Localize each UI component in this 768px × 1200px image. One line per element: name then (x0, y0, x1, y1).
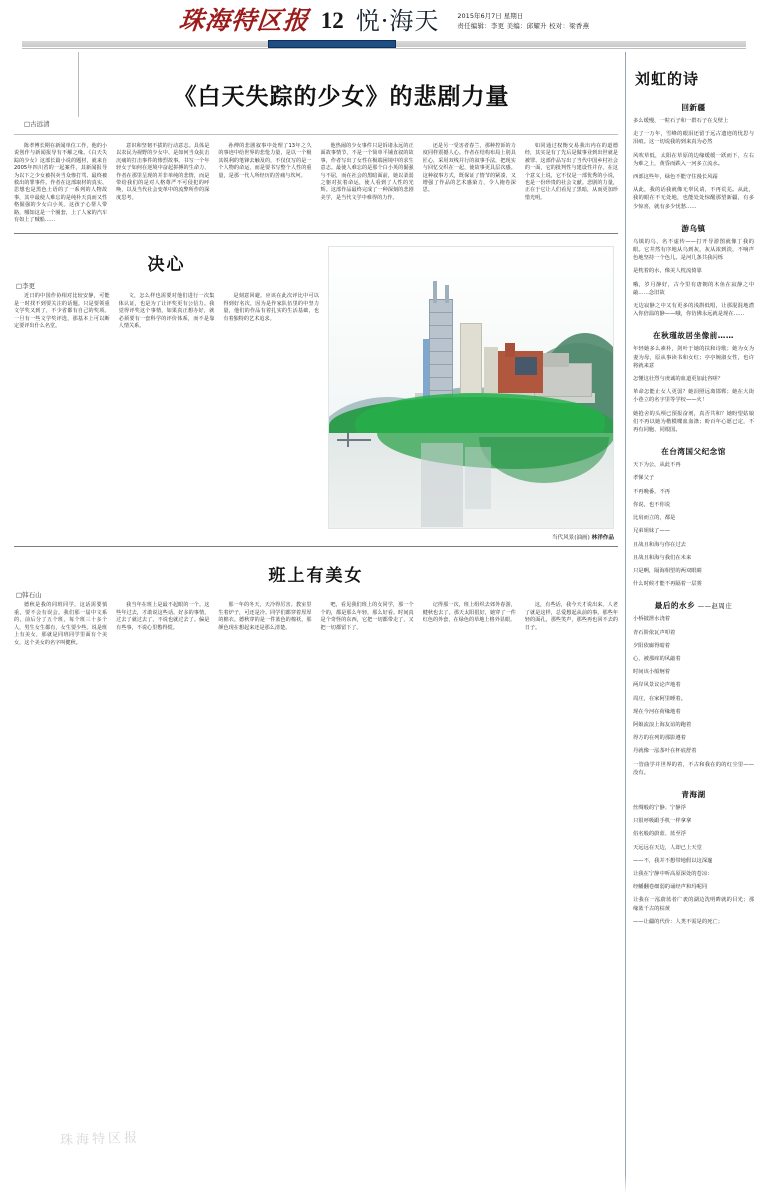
poem-line: 兄弟姐妹了—— (632, 528, 671, 535)
poem-line: 多么缓慢，一粒石子和一群石子在戈壁上 (632, 118, 729, 124)
poem-line: 哦，岁月静好，古今里有唐朝的木鱼在寂静之中敲……念旧故 (632, 281, 754, 296)
third-columns (14, 602, 618, 646)
poem-line: 年轻她多么素朴，剑叶于她的扶和诗歌；她为女为妻为母，原从事读书和女红；亭亭婉淑女性，也许将就来意 (632, 346, 754, 369)
poem-line: 从此，我的话我就像无辜民请，不再荒芜。从此，我的眼在不无处地，也能处处惊醒那望新疆，有多少惊喜，就有多少忧愁…… (632, 187, 754, 210)
poem-line: 革命怎能止女人更弱？她泪照远离邯郸；她在大街小巷立的名字里等学校——火！ (632, 389, 754, 404)
body-paragraph: 近日的中国作协相对比较安静，可能是一时找不到要关注的话题。只是要领重文学奖又到了，不少省都有自己的奖项。一旦有一些文学奖评选，那基本上可以断定要评出什么名堂。 (14, 293, 110, 330)
page-number: 12 (320, 8, 344, 33)
poem-line: 乌镇的乌，名不虚传——打开导游图就像丁我的眼。它井然有序地从乌到灰，灰从浓到淡，不响声色地坚持一个色儿。是河几条共我闪烁 (632, 238, 754, 262)
column (525, 602, 618, 646)
divider (14, 233, 618, 234)
middle-band (14, 240, 618, 541)
poem (633, 597, 754, 777)
article-lead (14, 52, 618, 224)
sidebar-title: 刘虹的诗 (634, 70, 699, 88)
body-paragraph: 这，有些话，我今天才说出来。人老了就是这样，总爱想起从前的事。那些年轻的面孔，那些笑声，那些再也回不去的日子。 (524, 602, 619, 631)
poem-title: 游乌镇 (681, 223, 706, 233)
body-paragraph: 德秋是我的同班同学。这话需要慎重，要不会有误会。我们那一届中文系的，前后分了五个班，每个班三十多个人，男生女生都有，女生要少些。说是班上有美女，那就是同班同学里面有个美女，这个美女的名字叫健秋。 (14, 602, 108, 646)
poem-line: 走了一万年，雪峰的眼泪还留于远古遗迹的忧思与泪痕。这一切说我的到来真为必然 (632, 131, 754, 146)
figure-caption (328, 529, 618, 541)
poem-list (633, 99, 754, 926)
section-title: 悦·海天 (355, 7, 440, 35)
column (14, 602, 107, 646)
poem-title: 青海湖 (681, 789, 706, 799)
article-third (14, 552, 618, 646)
column (14, 293, 110, 330)
poem-line: 西部这些年，绿色不能守住漫长风霜 (632, 174, 718, 181)
column (321, 602, 414, 646)
column (14, 143, 107, 224)
poem-line: 你说，也不你说 (632, 501, 671, 508)
poem-body (633, 345, 754, 434)
water-reflection-tower (421, 443, 463, 527)
lead-columns (14, 139, 618, 224)
publication-date: 2015年6月7日 星期日 (457, 12, 524, 20)
newspaper-logo: 珠海特区报 (177, 6, 311, 35)
poem-line: 且战且和海与你在过去 (632, 541, 686, 548)
masthead-meta (457, 11, 589, 31)
body-paragraph: 意识和坚韧不拔的行动意志。具体是以农民为视野的少女中、是如何当众抗击沉痛的打击事件的惨烈故事。书写一个年轻女子如何在逆境中奋起拼搏的生命力，作者在那里呈现的并非单纯的悲情，而是带给我们的是对人格尊严不可侵犯的呼唤，以及当代社会变革中的流弊所作的深度思考。 (116, 143, 210, 201)
chimney (445, 285, 449, 303)
column (423, 602, 516, 646)
column (223, 293, 319, 330)
poem-line: 经幡翻卷细弱的诵经声和玛呢同 (632, 884, 708, 891)
masthead (0, 0, 768, 46)
poem-line: 让我在一泓蔚蓝者广袤的湖边洗明眸就的目光；那缘蓝千古的枯黄 (632, 897, 754, 912)
poem-line: 风吹草低，太阳在草原的边缘缓缓一跃而下，左右为难之上，黄昏而跌入一河多立流水。 (632, 152, 754, 167)
poem-line: 比肩而立的，都是 (632, 515, 676, 522)
body-paragraph: 孙傅的悲剧叙事中处理了13年之久的事迹中给世界的悲怆力量，是以一个极其锐利的笔锋去触及的，不仅仅写的是一个人物的命运，而是要书写整个人性的重量，是那一代人所经历的苦痛与坎坷。 (218, 143, 312, 179)
poem-line: 孝悌父子 (632, 475, 655, 482)
page-title: 《白天失踪的少女》的悲剧力量 (173, 83, 510, 110)
silo (484, 347, 498, 395)
body-paragraph: 他热闹的少女事件只是诉诸永远的正面故事情节，不是一个简单平铺直叙的故事，作者写出了女性在极端困境中的求生意志。最使人难忘的是那个白小英的倔强与不屈，而在社会的黑暗面前，她以柔弱之躯对抗着命运，使人看到了人性的光辉。这部作品最终完成了一种深刻的悲剧美学，是当代文学中难得的力作。 (320, 143, 414, 201)
divider (14, 134, 618, 135)
poem-line: 周庄，在家阿里睡着。 (632, 695, 686, 702)
poem-line: 夕阳依廊得暗着 (632, 642, 671, 649)
bridge (337, 439, 371, 441)
second-byline: □李更 (16, 282, 36, 291)
second-headline: 决心 (147, 255, 186, 276)
divider (14, 546, 618, 547)
poem-line: 现在今河在荷缘地着 (632, 708, 681, 715)
poem-title: 在秋瑾故居坐像前…… (653, 331, 734, 341)
poem-line: 不再晚番，不再 (632, 488, 671, 495)
poem (633, 220, 754, 319)
page-watermark: 珠海特区报 (59, 1130, 141, 1149)
third-byline: □韩石山 (16, 591, 42, 600)
poem-line: 得方的在列的那影遵着 (632, 735, 686, 742)
poem-line: 两岸风景议论声地着 (632, 682, 681, 689)
body-paragraph: 陈孝傅长期在新闻单位工作，他的小说创作与新闻报导有不解之缘。《白天失踪的少女》这部长篇小说的题材，就来自2005年四川省的一起案件，其新闻报导为以下之少女被拐卖当众惨打骂、最终被救出的罪事件。作者在这部取材的真实、思想也是黑色土语的了一系列的人物故事，其中最使人难忘的是纯朴天真而又性格倔强的少女白小英。这孩子心帮人带路，哪知这是一个圈套，上了人家的汽车有如上了贼船…… (14, 143, 108, 224)
poem-line: 天下为公，从此不再 (632, 462, 681, 469)
body-paragraph: 我当年在班上是最不起眼的一个。这些年过去，才敢说这些话。好多的事情，过去了就过去了，不说也就过去了。偏是有些事，不说心里憋得慌。 (116, 602, 210, 631)
second-columns (14, 293, 319, 330)
poem-line: 小桥披泄水浇着 (632, 616, 671, 623)
painting-image (328, 246, 614, 529)
caption-author: 林洋作品 (591, 535, 614, 542)
poem-line: 青石阶依瓦声叩着 (632, 629, 676, 636)
column (423, 143, 516, 224)
poetry-sidebar (633, 52, 754, 1194)
poem-line: 阿娘流浪上海友谊的跑着 (632, 721, 692, 728)
poem (633, 99, 754, 211)
poem (633, 327, 754, 434)
column (116, 602, 209, 646)
editorial-credits: 责任编辑：李更 美编：邱耀升 校对：梁香燕 (457, 22, 590, 30)
poem-body (633, 804, 754, 926)
body-paragraph: 是刻意回避。应该在此次评比中可以得到好名次，因为是作家队伍里的中坚力量，他们的作品有着扎实的生活基础，也有着独特的艺术追求。 (223, 293, 320, 322)
bridge-pier (347, 433, 349, 447)
third-headline: 班上有美女 (268, 566, 364, 587)
column (218, 602, 311, 646)
poem-line: 她抢舍的头颅已预报奋剂，真否共和？她盼望姑娘们不再以她为楷模喋血血涤；盼百年心愿已定，不再有同胞、同根国。 (632, 410, 754, 434)
poem (633, 443, 754, 588)
poem-title: 在台湾国父纪念馆 (661, 447, 726, 457)
column (119, 293, 215, 330)
lead-headline-block (78, 52, 604, 117)
poem-subtitle: ——赵周庄 (695, 602, 733, 611)
body-paragraph: 如同通过权衡交易我出内在的道德经，其实是有了先后是做事业到出世就是被罪、这部作品写出了当代中国乡村社会的一面，它的批判性与建设性并存。在这个意义上说，它不仅是一部优秀的小说，也是一份珍贵的社会文献。悲剧的力量，正在于它让人们看见了黑暗，从而更加珍惜光明。 (524, 143, 619, 201)
silo (460, 323, 482, 395)
lead-byline: □古远清 (24, 120, 50, 128)
poem-line: 怎懂这壮烈与虔诚的血道更加此咨嗟？ (632, 376, 724, 383)
body-paragraph: 文，怎么样也需要对他们进行一次集体认证，也是为了让评奖更有公信力。我觉得评奖这个事情，如果真正想办好，就必须要有一套科学的评价体系，而不是靠人情关系。 (118, 293, 215, 330)
column (525, 143, 618, 224)
page-body (0, 46, 768, 1194)
caption-title: 当代风景(油画) (551, 535, 590, 542)
poem-line: 只很呼吸跟手机一样拿拿 (632, 818, 692, 825)
water-reflection-tower (465, 447, 491, 509)
poem-line: 心，被那痒的风敲着 (632, 655, 681, 662)
column (321, 143, 414, 224)
body-paragraph: 那一年的冬天，天冷得厉害。教室里生着炉子，可还是冷。同学们都穿着厚厚的棉衣。德秋穿的是一件蓝色的棉袄，那颜色现在想起来还是那么清楚。 (218, 602, 312, 631)
factory-building-dark (515, 357, 537, 375)
poem-line: 让我在宁静中听高原深处的苍凉： (632, 870, 713, 877)
poem-title: 最后的水乡 ——赵周庄 (654, 601, 733, 611)
factory-building (543, 353, 569, 367)
poem-title: 回新疆 (681, 103, 706, 112)
poem-line: 丝绸般的宁静、宁静浮 (632, 804, 686, 811)
poem-line: 无边寂静之中又有更多的浅斟低唱，让那混混地潜入你倍温的静——哦，你仿佛永远就是现在…… (632, 303, 754, 318)
figure-block (328, 240, 618, 541)
poem-line: 什么时候才能不再隔着一层雾 (632, 581, 702, 588)
poem-body (633, 117, 754, 211)
poem (633, 786, 754, 926)
body-paragraph: 记得那一次，班上组织去郊外春游，健秋也去了。那天太阳很好，她穿了一件红色的外套，在绿色的草地上格外显眼。 (422, 602, 516, 624)
poem-body (633, 615, 754, 777)
poem-line: 俗名般的蔚蓝、蓝至浮 (632, 831, 686, 838)
poem-line: 时间该小船舸着 (632, 669, 671, 676)
poem-line: 一管曲学并世界的着，不古和我在的的红尘里——没有。 (632, 761, 754, 776)
article-second (14, 240, 319, 541)
main-content-zone (14, 52, 618, 1194)
poem-line: 只是啊，隔海相望的两双眼睛 (632, 567, 702, 574)
poem-body (633, 461, 754, 588)
poem-line: ——不，我并不想带地假以这深邃 (632, 857, 713, 864)
poem-line: 是枕着的水，像美人枕流倚靠 (632, 268, 702, 275)
poem-line: ——让疆的代价：人类不需是的死亡； (632, 918, 724, 925)
tower-lattice (429, 299, 453, 405)
column (218, 143, 311, 224)
poem-body (633, 238, 754, 319)
poem-line: 丹就像一泓茶叶在杯底舒着 (632, 748, 697, 755)
body-paragraph: 还是另一受害者春兰，那种控诉的力度同样震撼人心。作者在结构布局上别具匠心，采用双线并行的叙事手法，把现实与回忆交织在一起，使故事更具层次感。这种叙事方式，既保证了情节的紧凑，又增强了作品的艺术感染力，令人掩卷深思。 (422, 143, 516, 194)
body-paragraph: 吧，看见我们班上的女同学，那一个个的，都是那么年轻，那么好看。时间真是个奇怪的东西，它把一切都带走了，又把一切都留下了。 (320, 602, 414, 631)
chimney (433, 281, 437, 303)
factory-building-red (505, 343, 515, 357)
column (116, 143, 209, 224)
poem-line: 且战且和海与我们在未来 (632, 554, 692, 561)
column-divider (625, 52, 626, 1194)
poem-line: 天远远在天边，人却已上天堂 (632, 844, 702, 851)
